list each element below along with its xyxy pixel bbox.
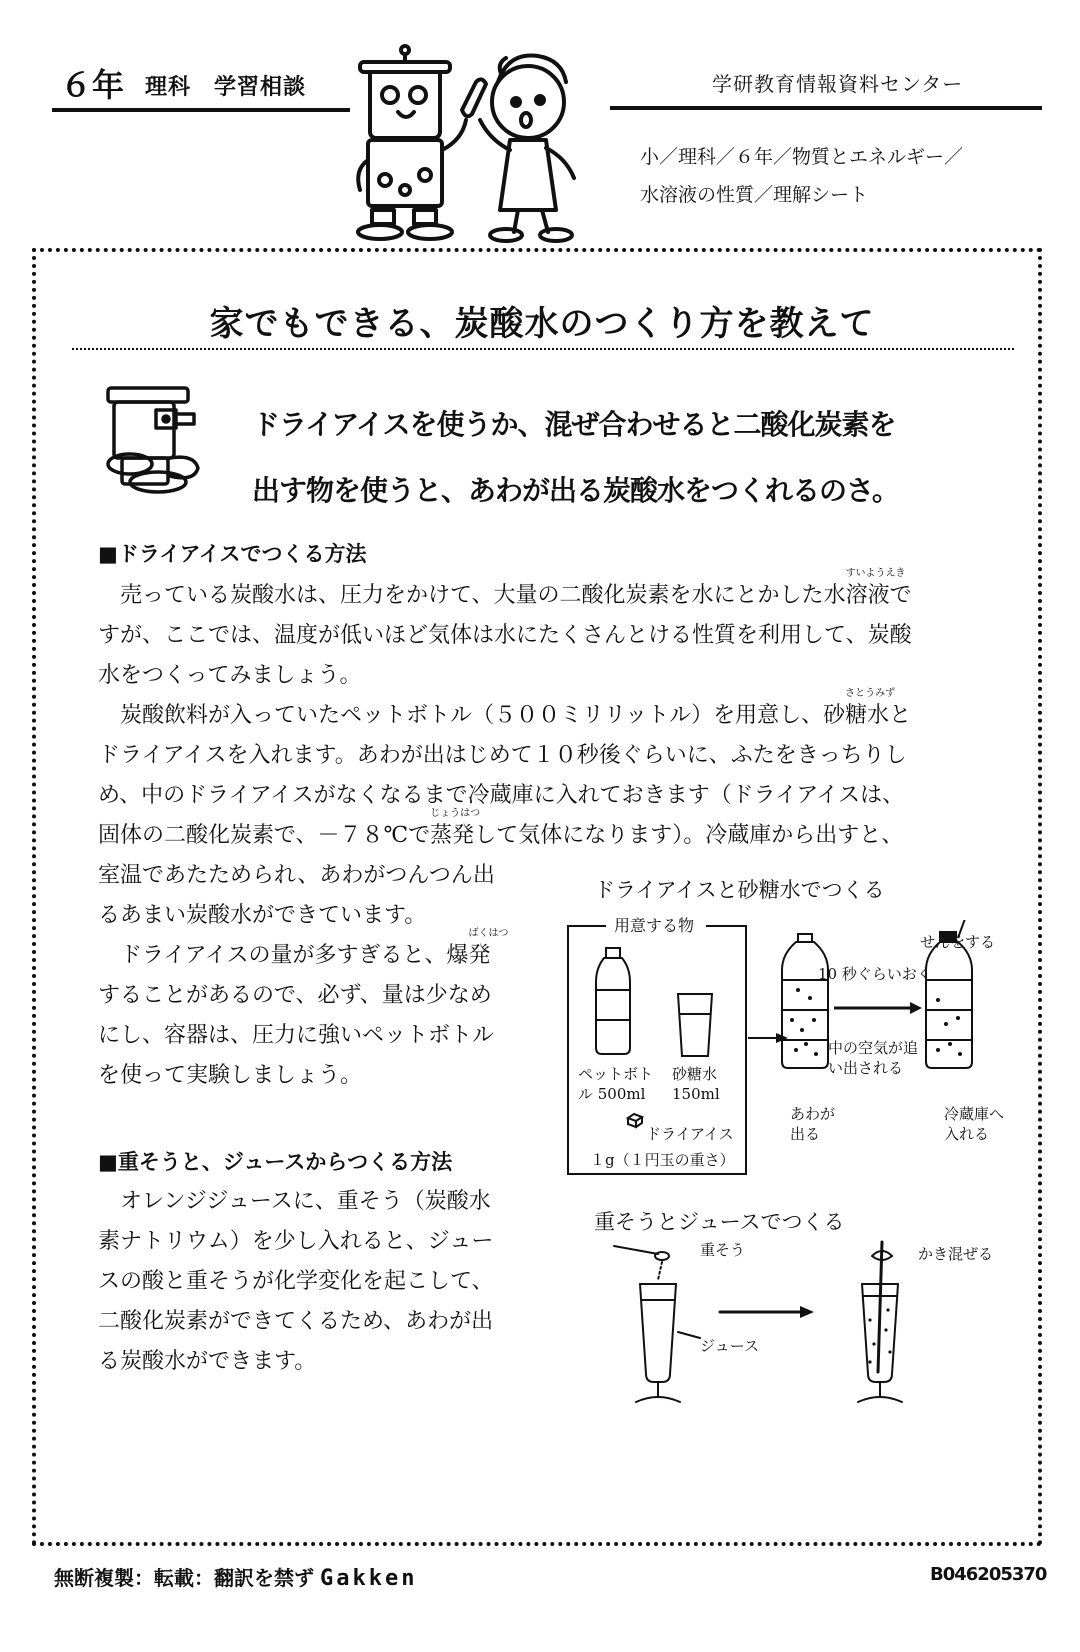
stir-label: かき混ぜる xyxy=(918,1245,994,1263)
bubbles-label xyxy=(790,1104,835,1144)
section-heading-baking-soda: ■重そうと、ジュースからつくる方法 xyxy=(98,1150,453,1174)
paragraph-line: すが、ここでは、温度が低いほど気体は水にたくさんとける性質を利用して、炭酸 xyxy=(98,623,912,648)
header-rule-left xyxy=(52,108,350,112)
text-span: して気体になります）。冷蔵庫から出すと、 xyxy=(474,823,904,848)
robot-head xyxy=(370,68,440,138)
ruby-word xyxy=(446,928,509,968)
cap-label: せんをする xyxy=(920,933,996,951)
dry-ice-amount: １g（１円玉の重さ） xyxy=(590,1151,735,1169)
stirred-glass-icon xyxy=(858,1242,902,1402)
text-span: と xyxy=(889,703,912,728)
grade-label: ６年 xyxy=(60,66,125,104)
bottle-label xyxy=(578,1064,653,1104)
brand-name: Gakken xyxy=(320,1566,418,1591)
label-line: あわが xyxy=(790,1105,836,1123)
wait-label: 10 秒ぐらいおく xyxy=(818,965,932,983)
ruby-reading: さとうみず xyxy=(845,688,896,699)
pet-bottle-icon xyxy=(596,948,630,1054)
section1-body xyxy=(98,568,998,856)
sugar-water-glass-icon xyxy=(678,994,712,1056)
figure2-diagram xyxy=(600,1240,1020,1410)
paragraph-line: スの酸と重そうが化学変化を起こして、 xyxy=(98,1269,494,1294)
ruby-base: 蒸発 xyxy=(430,823,475,848)
breadcrumb xyxy=(640,138,1040,214)
page-title: 家でもできる、炭酸水のつくり方を教えて xyxy=(209,304,875,344)
header-illustration xyxy=(350,40,610,245)
label-line: 入れる xyxy=(944,1125,990,1143)
paragraph-line: 室温であたためられ、あわがつんつん出 xyxy=(98,863,495,888)
document-code: B046205370 xyxy=(930,1564,1047,1585)
text-span: 炭酸飲料が入っていたペットボトル（５００ミリリットル）を用意し、 xyxy=(120,703,824,728)
figure2-caption: 重そうとジュースでつくる xyxy=(594,1210,845,1234)
publisher-name: 学研教育情報資料センター xyxy=(712,72,964,96)
text-span: 売っている炭酸水は、圧力をかけて、大量の二酸化炭素を水にとかした xyxy=(120,583,824,608)
paragraph-line: るあまい炭酸水ができています。 xyxy=(98,903,427,928)
ruby-base: 砂糖水 xyxy=(823,703,890,728)
label-line: 150ml xyxy=(672,1085,720,1103)
copyright-notice xyxy=(54,1562,417,1591)
paragraph-line: を使って実験しましょう。 xyxy=(98,1063,363,1088)
lead-line: 出す物を使うと、あわが出る炭酸水をつくれるのさ。 xyxy=(252,474,899,507)
spoon-icon xyxy=(614,1246,658,1254)
sugar-water-label xyxy=(672,1064,720,1104)
paragraph-line: することがあるので、必ず、量は少なめ xyxy=(98,983,492,1008)
label-line: 砂糖水 xyxy=(672,1065,718,1083)
breadcrumb-line: 小／理科／６年／物質とエネルギー／ xyxy=(640,146,964,168)
ruby-word xyxy=(823,568,906,608)
title-underline xyxy=(72,348,1014,350)
bubbling-bottle-icon xyxy=(782,934,828,1068)
figure1-caption: ドライアイスと砂糖水でつくる xyxy=(594,878,885,902)
stir-stick-icon xyxy=(878,1242,882,1372)
juice-label: ジュース xyxy=(700,1337,759,1355)
paragraph-line: る炭酸水ができます。 xyxy=(98,1349,317,1374)
section2-body xyxy=(98,1182,558,1382)
ruby-base: 水溶液 xyxy=(823,583,890,608)
dry-ice-icon xyxy=(628,1114,642,1127)
section1-body-continued xyxy=(98,856,558,1096)
label-line: い出される xyxy=(828,1059,904,1077)
label-line: 中の空気が追 xyxy=(828,1039,919,1057)
paragraph-line: め、中のドライアイスがなくなるまで冷蔵庫に入れておきます（ドライアイスは、 xyxy=(98,783,905,808)
text-span: ドライアイスの量が多すぎると、 xyxy=(120,943,447,968)
ruby-reading: ばくはつ xyxy=(468,928,509,939)
notice-text: 無断複製：転載：翻訳を禁ず xyxy=(54,1566,314,1590)
ruby-word xyxy=(430,808,481,848)
paragraph-line: にし、容器は、圧力に強いペットボトル xyxy=(98,1023,495,1048)
paragraph-line: 二酸化炭素ができてくるため、あわが出 xyxy=(98,1309,494,1334)
lead-answer xyxy=(252,392,899,524)
ruby-reading: じょうはつ xyxy=(430,808,481,819)
label-line: 出る xyxy=(790,1125,821,1143)
robot-mascot-icon xyxy=(100,378,215,498)
baking-soda-label: 重そう xyxy=(700,1241,746,1259)
text-span: 固体の二酸化炭素で、－７８℃で xyxy=(98,823,431,848)
air-label xyxy=(828,1038,918,1078)
fridge-label xyxy=(944,1104,1004,1144)
label-line: ペットボト xyxy=(578,1065,654,1083)
dry-ice-label: ドライアイス xyxy=(646,1125,734,1143)
supplies-label: 用意する物 xyxy=(610,916,698,936)
paragraph-line: オレンジジュースに、重そう（炭酸水 xyxy=(120,1189,491,1214)
subject-label: 理科 学習相談 xyxy=(145,75,307,100)
test-tube xyxy=(462,79,486,116)
label-line: 冷蔵庫へ xyxy=(944,1105,1005,1123)
juice-glass-icon xyxy=(636,1284,680,1402)
breadcrumb-line: 水溶液の性質／理解シート xyxy=(640,184,869,206)
ruby-word xyxy=(823,688,896,728)
ruby-reading: すいようえき xyxy=(845,568,906,579)
text-span: で xyxy=(889,583,912,608)
section-heading-dry-ice: ■ドライアイスでつくる方法 xyxy=(98,542,367,566)
paragraph-line: ドライアイスを入れます。あわが出はじめて１０秒後ぐらいに、ふたをきっちりし xyxy=(98,743,907,768)
lead-line: ドライアイスを使うか、混ぜ合わせると二酸化炭素を xyxy=(252,408,896,441)
header-rule-right xyxy=(610,106,1042,110)
ruby-base: 爆発 xyxy=(446,943,491,968)
paragraph-line: 素ナトリウム）を少し入れると、ジュー xyxy=(98,1229,494,1254)
label-line: ル 500ml xyxy=(578,1085,646,1103)
paragraph-line: 水をつくってみましょう。 xyxy=(98,663,362,688)
